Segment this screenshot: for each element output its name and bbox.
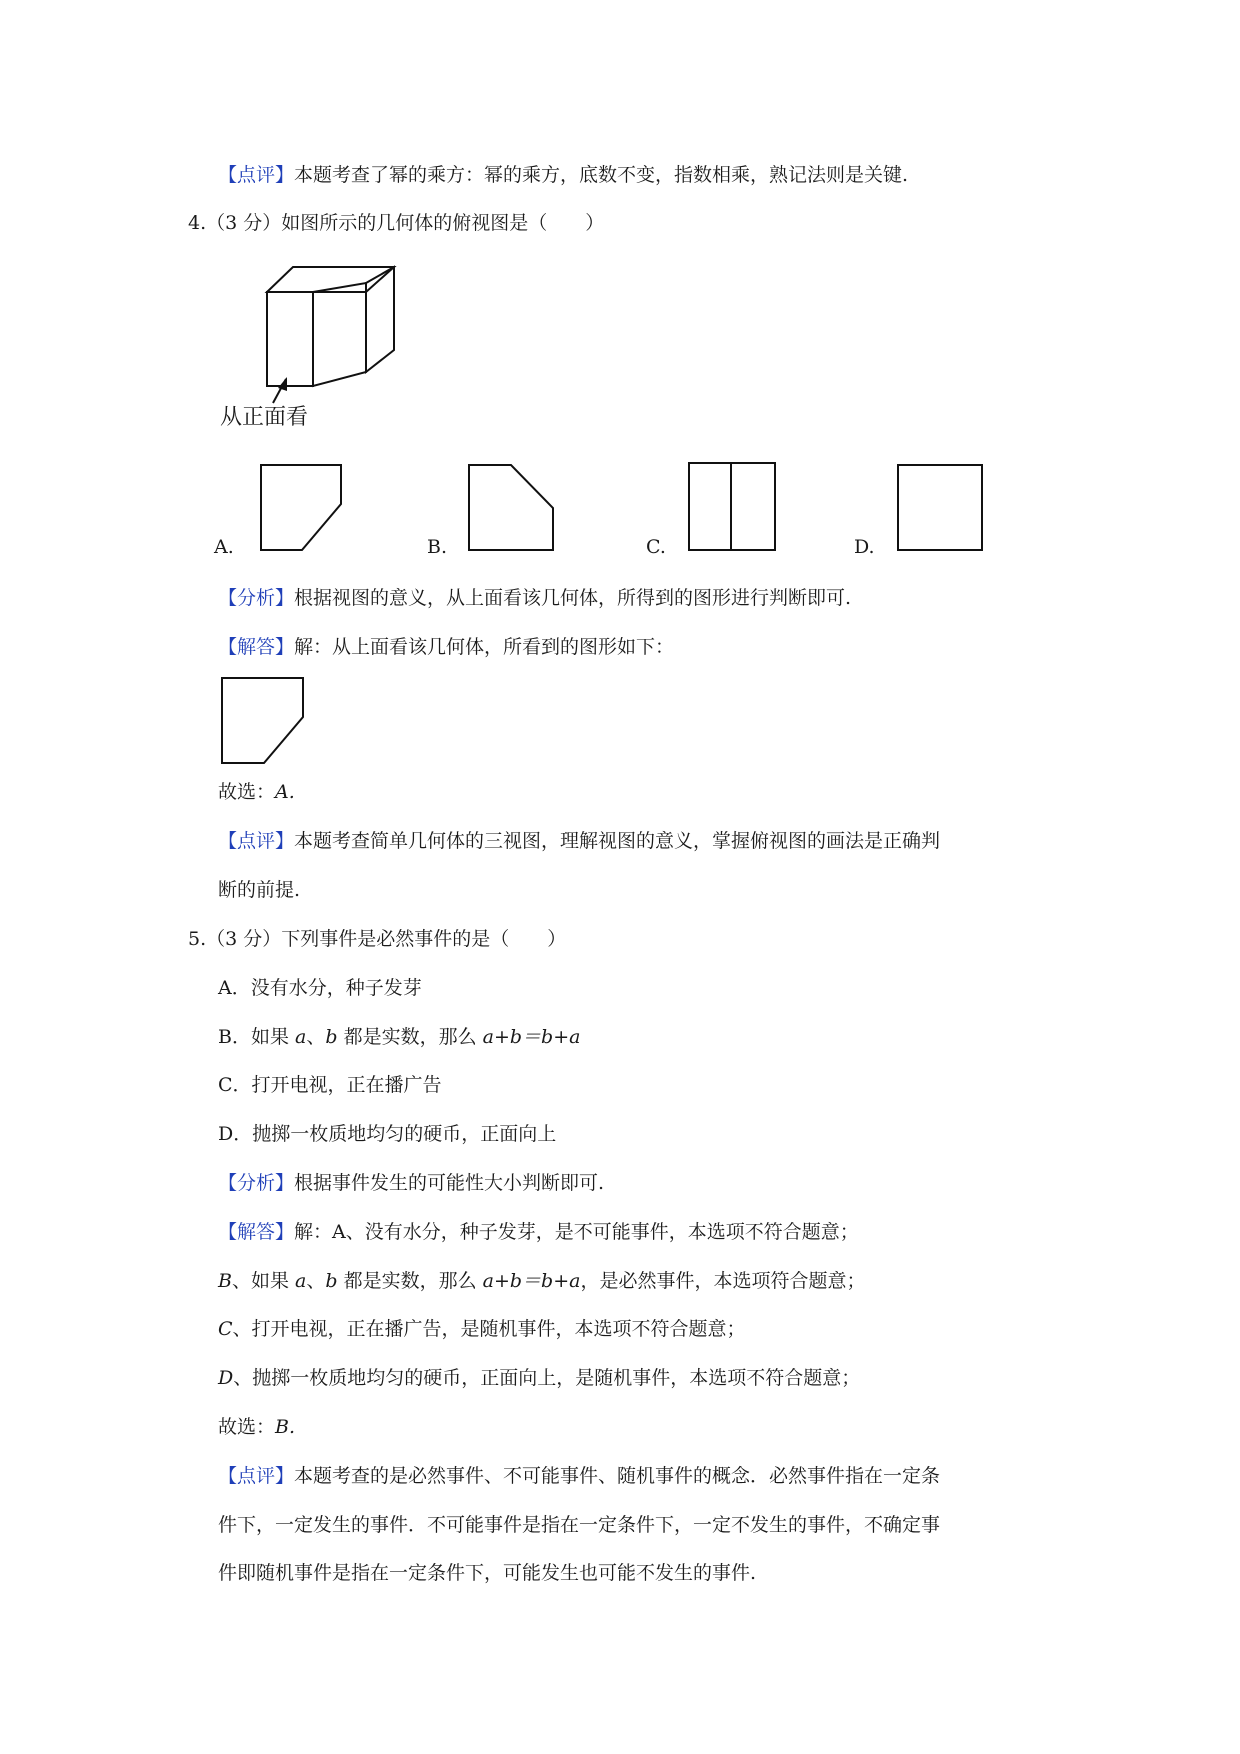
choice-value: B. <box>275 1416 296 1438</box>
text: 、打开电视，正在播广告，是随机事件，本选项不符合题意； <box>232 1318 746 1340</box>
q5-review-line-1 <box>218 1463 940 1489</box>
letter: C <box>218 1318 233 1340</box>
prev-review <box>218 162 908 188</box>
analysis-tag: 【分析】 <box>218 1172 295 1194</box>
review-tag: 【点评】 <box>218 830 295 852</box>
analysis-text: 根据事件发生的可能性大小判断即可. <box>294 1172 605 1194</box>
option-a-figure <box>260 464 342 551</box>
q4-choice <box>218 779 295 805</box>
q4-review-line-2: 断的前提. <box>218 879 301 901</box>
option-d-label: D. <box>854 536 875 558</box>
text: 都是实数，那么 <box>337 1270 483 1292</box>
text: 、如果 <box>231 1270 296 1292</box>
analysis-tag: 【分析】 <box>218 587 295 609</box>
review-tag: 【点评】 <box>218 164 295 186</box>
text: 、抛掷一枚质地均匀的硬币，正面向上，是随机事件，本选项不符合题意； <box>233 1367 861 1389</box>
q5-review-line-3: 件即随机事件是指在一定条件下，可能发生也可能不发生的事件. <box>218 1562 757 1584</box>
figure-label: 从正面看 <box>220 405 309 430</box>
q5-answer-a <box>218 1219 859 1245</box>
letter: D <box>218 1367 234 1389</box>
q4-stem: 4.（3 分）如图所示的几何体的俯视图是（ ） <box>188 212 605 234</box>
answer-tag: 【解答】 <box>218 636 295 658</box>
option-d-figure <box>897 464 983 551</box>
q5-stem: 5.（3 分）下列事件是必然事件的是（ ） <box>188 928 567 950</box>
q5-answer-b <box>218 1268 865 1294</box>
option-b-figure <box>468 464 554 551</box>
var-b: b <box>325 1270 338 1292</box>
solid-front-face <box>267 292 313 386</box>
var-a: a <box>295 1026 307 1048</box>
review-text: 本题考查了幂的乘方：幂的乘方，底数不变，指数相乘，熟记法则是关键. <box>294 164 909 186</box>
q4-answer <box>218 634 674 660</box>
expression: a+b＝b+a <box>482 1270 581 1292</box>
expression: a+b＝b+a <box>482 1026 581 1048</box>
option-c-label: C. <box>646 536 666 558</box>
var-b: b <box>325 1026 338 1048</box>
solid-side-face <box>366 267 394 372</box>
q5-answer-c <box>218 1316 746 1342</box>
text: 、 <box>306 1270 326 1292</box>
letter: B <box>218 1270 232 1292</box>
analysis-text: 根据视图的意义，从上面看该几何体，所得到的图形进行判断即可. <box>294 587 852 609</box>
choice-prefix: 故选： <box>218 1416 276 1438</box>
q5-option-b <box>218 1024 580 1050</box>
answer-figure <box>221 677 305 764</box>
q5-review-line-2: 件下，一定发生的事件．不可能事件是指在一定条件下，一定不发生的事件，不确定事 <box>218 1514 941 1536</box>
answer-text: 解：从上面看该几何体，所看到的图形如下： <box>294 636 675 658</box>
answer-tag: 【解答】 <box>218 1221 295 1243</box>
choice-prefix: 故选： <box>218 781 276 803</box>
text: B．如果 <box>218 1026 296 1048</box>
var-a: a <box>295 1270 307 1292</box>
solid-right-face <box>313 283 366 386</box>
text: 、 <box>306 1026 326 1048</box>
q5-option-a: A．没有水分，种子发芽 <box>218 977 422 999</box>
answer-text: 解：A、没有水分，种子发芽，是不可能事件，本选项不符合题意； <box>294 1221 859 1243</box>
review-text: 本题考查简单几何体的三视图，理解视图的意义，掌握俯视图的画法是正确判 <box>294 830 941 852</box>
option-c-figure <box>688 462 776 551</box>
text: ，是必然事件，本选项符合题意； <box>580 1270 866 1292</box>
q4-analysis <box>218 585 851 611</box>
option-a-label: A. <box>214 536 234 558</box>
review-tag: 【点评】 <box>218 1465 295 1487</box>
text: 都是实数，那么 <box>337 1026 483 1048</box>
q5-option-c: C．打开电视，正在播广告 <box>218 1074 442 1096</box>
q5-analysis <box>218 1170 604 1196</box>
q5-answer-d <box>218 1365 860 1391</box>
review-text: 本题考查的是必然事件、不可能事件、随机事件的概念．必然事件指在一定条 <box>294 1465 941 1487</box>
option-b-label: B. <box>427 536 448 558</box>
q5-choice <box>218 1414 295 1440</box>
q5-option-d: D．抛掷一枚质地均匀的硬币，正面向上 <box>218 1123 557 1145</box>
q4-review-line-1 <box>218 828 940 854</box>
arrow-icon <box>278 377 287 391</box>
choice-value: A. <box>275 781 295 803</box>
